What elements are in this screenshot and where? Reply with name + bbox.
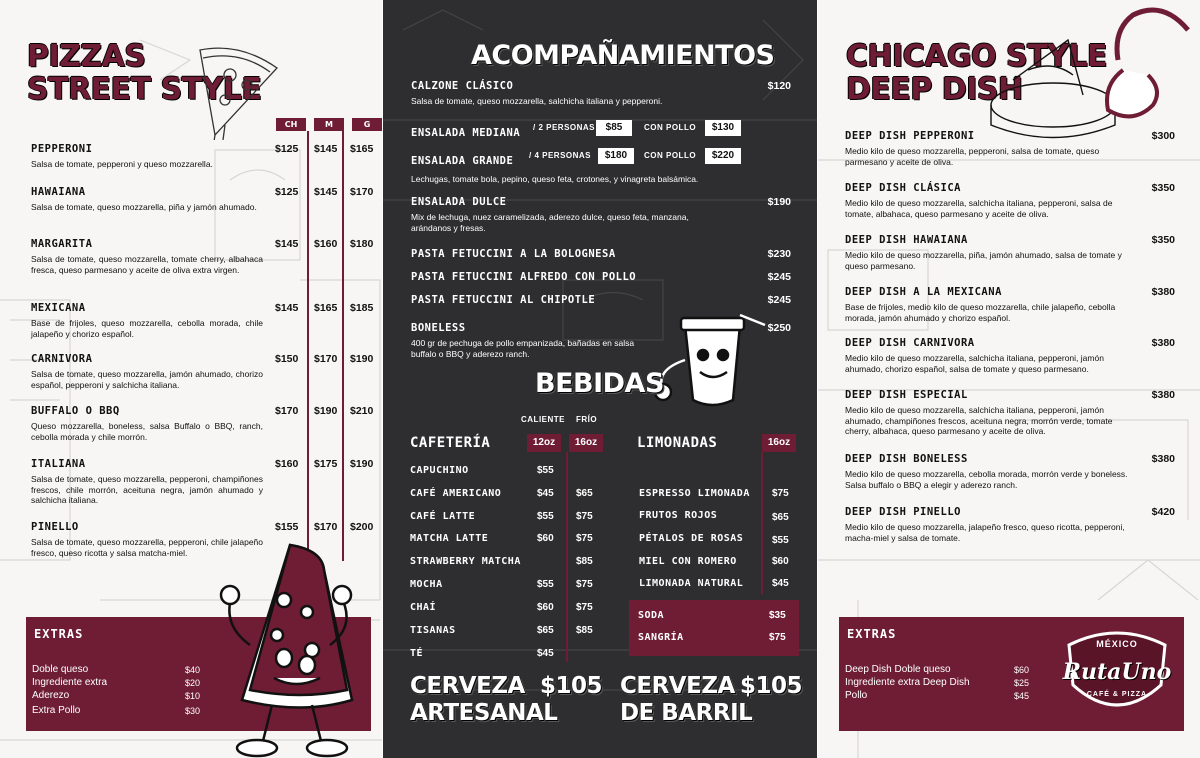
drink-price-hot: $55 <box>537 511 554 522</box>
pizza-item-pepperoni[interactable] <box>31 143 381 170</box>
drink-name: MOCHA <box>410 579 443 590</box>
beer-barril-line2: DE BARRIL <box>620 700 753 726</box>
extra-label: Aderezo <box>32 690 70 701</box>
pizza-mascot-icon <box>212 540 362 758</box>
drink-price-cold: $85 <box>576 556 593 567</box>
extra-price: $40 <box>185 665 201 675</box>
deepdish-extras-box <box>839 617 1184 731</box>
drink-price-cold: $75 <box>576 511 593 522</box>
deepdish-item-carnivora[interactable] <box>845 337 1175 374</box>
item-price: $350 <box>1151 234 1175 246</box>
item-name: DEEP DISH CARNIVORA <box>845 337 975 349</box>
deepdish-item-especial[interactable] <box>845 389 1175 437</box>
item-name: PINELLO <box>31 521 79 533</box>
deepdish-item-boneless[interactable] <box>845 453 1175 490</box>
item-desc: Medio kilo de queso mozzarella, salchicha italiana, pepperoni, jamón ahumado, chorizo español, salsa de tomate y queso parmesano. <box>845 353 1104 374</box>
pizza-item-hawaiana[interactable] <box>31 186 381 213</box>
item-name: HAWAIANA <box>31 186 86 198</box>
drink-name: CAPUCHINO <box>410 465 469 476</box>
size-12oz: 12oz <box>527 434 561 452</box>
item-name: ITALIANA <box>31 458 86 470</box>
item-desc: Base de frijoles, medio kilo de queso mozzarella, chile jalapeño, cebolla morada, jamón ahumado y chorizo español. <box>845 302 1116 323</box>
price-g: $170 <box>350 186 374 198</box>
price-g: $190 <box>350 458 374 470</box>
side-item-ensalada-dulce[interactable] <box>411 196 791 233</box>
soda-sangria-box <box>629 600 799 656</box>
pizza-item-mexicana[interactable] <box>31 302 381 339</box>
ensalada-desc-row <box>411 170 791 185</box>
price-ch: $125 <box>275 186 299 198</box>
price-g: $180 <box>350 238 374 250</box>
price-m: $145 <box>314 186 338 198</box>
lemonade-name: MIEL CON ROMERO <box>639 556 737 567</box>
price-ch: $150 <box>275 353 299 365</box>
side-item-calzone[interactable] <box>411 80 791 107</box>
item-desc: 400 gr de pechuga de pollo empanizada, bañadas en salsa buffalo o BBQ y aderezo ranch. <box>411 338 635 359</box>
side-item-pasta-chipotle[interactable] <box>411 294 791 306</box>
item-name: DEEP DISH HAWAIANA <box>845 234 968 246</box>
drink-name: TISANAS <box>410 625 456 636</box>
price-ch: $145 <box>275 302 299 314</box>
logo-script: RutaUno <box>1062 659 1172 685</box>
side-item-ensalada-grande[interactable] <box>411 149 791 167</box>
item-name: PASTA FETUCCINI ALFREDO CON POLLO <box>411 271 637 283</box>
sangria-name: SANGRÍA <box>638 632 684 643</box>
item-desc: Salsa de tomate, pepperoni y queso mozzarella. <box>31 159 213 169</box>
sides-drinks-panel <box>383 0 817 758</box>
extra-price: $10 <box>185 691 201 701</box>
extra-price: $60 <box>1014 665 1030 675</box>
price-g: $165 <box>350 143 374 155</box>
logo-tagline: CAFÉ & PIZZA <box>1086 691 1148 698</box>
beer-barril-price: $105 <box>740 673 803 699</box>
item-desc: Medio kilo de queso mozzarella, salchicha italiana, pepperoni, salsa de tomate, albahaca, queso parmesano y aceite de oliva. <box>845 198 1113 219</box>
item-name: DEEP DISH BONELESS <box>845 453 968 465</box>
item-name: DEEP DISH A LA MEXICANA <box>845 286 1002 298</box>
drink-price-hot: $65 <box>537 625 554 636</box>
item-price: $120 <box>767 80 791 92</box>
item-name: DEEP DISH CLÁSICA <box>845 182 961 194</box>
soda-name: SODA <box>638 610 665 621</box>
price-g: $210 <box>350 405 374 417</box>
item-desc: Base de frijoles, queso mozzarella, cebolla morada, chile jalapeño y chorizo español. <box>31 318 263 339</box>
lemonade-name: FRUTOS ROJOS <box>639 510 718 521</box>
pizza-item-buffalo[interactable] <box>31 405 381 442</box>
column-divider <box>566 452 568 662</box>
item-price: $380 <box>1151 337 1175 349</box>
frio-label: FRÍO <box>576 415 598 424</box>
limonadas-heading: LIMONADAS <box>637 435 718 451</box>
item-desc: Medio kilo de queso mozzarella, salchicha italiana, pepperoni, jamón ahumado, champiñones frescos, aceituna negra, morrón verde, tomate cherry, albahaca, queso parmesano y aceite de oliva. <box>845 405 1113 436</box>
lemonade-price: $55 <box>772 535 789 546</box>
pizza-item-italiana[interactable] <box>31 458 381 506</box>
lemonade-price: $65 <box>772 512 789 523</box>
pollo-label: CON POLLO <box>644 123 697 132</box>
limonadas-size: 16oz <box>762 434 796 452</box>
beer-artesanal-line2: ARTESANAL <box>410 700 558 726</box>
price-box: $180 <box>598 148 634 164</box>
item-desc: Medio kilo de queso mozzarella, jalapeño fresco, queso ricotta, pepperoni, macha-miel y salsa de tomate. <box>845 522 1125 543</box>
extra-label: Deep Dish Doble queso <box>845 664 951 675</box>
size-g: G <box>352 118 382 131</box>
item-price: $380 <box>1151 453 1175 465</box>
extra-label: Ingrediente extra Deep Dish <box>845 677 970 688</box>
price-g: $190 <box>350 353 374 365</box>
item-name: CALZONE CLÁSICO <box>411 80 514 92</box>
price-m: $170 <box>314 521 338 533</box>
drinks-title: BEBIDAS <box>535 368 664 399</box>
size-ch: CH <box>276 118 306 131</box>
item-price: $380 <box>1151 389 1175 401</box>
drink-name: CHAÍ <box>410 602 437 613</box>
price-box: $85 <box>596 120 632 136</box>
extra-label: Pollo <box>845 690 868 701</box>
item-desc: Mix de lechuga, nuez caramelizada, aderezo dulce, queso feta, manzana, arándanos y fresas. <box>411 212 689 233</box>
extra-label: Extra Pollo <box>32 705 81 716</box>
ensalada-desc: Lechugas, tomate bola, pepino, queso feta, crotones, y vinagreta balsámica. <box>411 174 699 184</box>
drink-name: CAFÉ LATTE <box>410 511 476 522</box>
deepdish-item-pepperoni[interactable] <box>845 130 1175 167</box>
deepdish-title-line1: CHICAGO STYLE <box>846 39 1107 74</box>
price-m: $175 <box>314 458 338 470</box>
item-desc: Salsa de tomate, queso mozzarella, piña y jamón ahumado. <box>31 202 257 212</box>
drink-price-cold: $75 <box>576 533 593 544</box>
item-name: BONELESS <box>411 322 466 334</box>
deepdish-item-clasica[interactable] <box>845 182 1175 219</box>
item-desc: Salsa de tomate, queso mozzarella, tomate cherry, albahaca fresca, queso parmesano y aceite de oliva extra virgen. <box>31 254 263 275</box>
size-header <box>276 118 382 131</box>
extras-title: EXTRAS <box>34 627 84 641</box>
size-16oz: 16oz <box>569 434 603 452</box>
price-ch: $125 <box>275 143 299 155</box>
item-price: $190 <box>767 196 791 208</box>
price-m: $145 <box>314 143 338 155</box>
beer-artesanal-line1: CERVEZA <box>410 673 525 699</box>
item-desc: Queso mozzarella, boneless, salsa Buffalo o BBQ, ranch, cebolla morada y chile morrón. <box>31 421 263 442</box>
sides-title: ACOMPAÑAMIENTOS <box>471 40 775 71</box>
drink-price-hot: $60 <box>537 602 554 613</box>
item-persons: / 2 PERSONAS <box>533 123 596 132</box>
drink-name: CAFÉ AMERICANO <box>410 488 502 499</box>
extras-title: EXTRAS <box>847 627 897 641</box>
item-price: $250 <box>767 322 791 334</box>
sangria-price: $75 <box>769 632 786 643</box>
drink-price-cold: $75 <box>576 602 593 613</box>
drink-name: TÉ <box>410 648 424 659</box>
item-name: ENSALADA GRANDE <box>411 155 514 167</box>
drink-price-cold: $75 <box>576 579 593 590</box>
pollo-label: CON POLLO <box>644 151 697 160</box>
extra-label: Ingrediente extra <box>32 677 108 688</box>
ruta-uno-logo <box>1061 625 1173 721</box>
item-name: ENSALADA MEDIANA <box>411 127 521 139</box>
drink-price-hot: $45 <box>537 648 554 659</box>
column-divider <box>761 452 763 594</box>
item-price: $380 <box>1151 286 1175 298</box>
extra-price: $45 <box>1014 691 1030 701</box>
size-m: M <box>314 118 344 131</box>
deep-dish-panel <box>818 0 1200 758</box>
beer-artesanal-price: $105 <box>540 673 603 699</box>
item-desc: Salsa de tomate, queso mozzarella, pepperoni, champiñones frescos, chile morrón, aceituna negra, jamón ahumado y salchicha italiana. <box>31 474 263 505</box>
item-name: MARGARITA <box>31 238 93 250</box>
drink-price-cold: $65 <box>576 488 593 499</box>
drink-price-hot: $55 <box>537 465 554 476</box>
caliente-label: CALIENTE <box>521 415 565 424</box>
side-item-pasta-bolognesa[interactable] <box>411 248 791 260</box>
drink-price-cold: $85 <box>576 625 593 636</box>
item-desc: Medio kilo de queso mozzarella, cebolla morada, morrón verde y boneless. Salsa buffalo o BBQ a elegir y aderezo ranch. <box>845 469 1128 490</box>
item-name: PASTA FETUCCINI A LA BOLOGNESA <box>411 248 616 260</box>
pizza-item-carnivora[interactable] <box>31 353 381 390</box>
lemonade-price: $45 <box>772 578 789 589</box>
item-desc: Salsa de tomate, queso mozzarella, jamón ahumado, chorizo español, pepperoni y salchicha italiana. <box>31 369 263 390</box>
item-name: ENSALADA DULCE <box>411 196 507 208</box>
price-ch: $160 <box>275 458 299 470</box>
pizza-item-margarita[interactable] <box>31 238 381 275</box>
extra-price: $20 <box>185 678 201 688</box>
beer-barril-line1: CERVEZA <box>620 673 735 699</box>
pollo-price-box: $130 <box>705 120 741 136</box>
item-desc: Medio kilo de queso mozzarella, pepperoni, salsa de tomate, queso parmesano y aceite de oliva. <box>845 146 1100 167</box>
side-item-pasta-alfredo[interactable] <box>411 271 791 283</box>
item-name: CARNIVORA <box>31 353 93 365</box>
deepdish-item-mexicana[interactable] <box>845 286 1175 323</box>
item-desc: Salsa de tomate, queso mozzarella, salchicha italiana y pepperoni. <box>411 96 663 106</box>
item-name: PEPPERONI <box>31 143 93 155</box>
item-name: DEEP DISH ESPECIAL <box>845 389 968 401</box>
pollo-price-box: $220 <box>705 148 741 164</box>
item-persons: / 4 PERSONAS <box>529 151 592 160</box>
drink-price-hot: $45 <box>537 488 554 499</box>
pizzas-panel <box>0 0 382 758</box>
logo-country: MÉXICO <box>1096 639 1138 649</box>
price-m: $170 <box>314 353 338 365</box>
extra-price: $25 <box>1014 678 1030 688</box>
price-m: $165 <box>314 302 338 314</box>
price-m: $160 <box>314 238 338 250</box>
item-price: $230 <box>767 248 791 260</box>
pizzas-title-line2: STREET STYLE <box>27 72 262 107</box>
pizzas-title-line1: PIZZAS <box>27 39 146 74</box>
item-name: DEEP DISH PINELLO <box>845 506 961 518</box>
price-ch: $170 <box>275 405 299 417</box>
lemonade-price: $60 <box>772 556 789 567</box>
item-name: MEXICANA <box>31 302 86 314</box>
extra-price: $30 <box>185 706 201 716</box>
item-price: $300 <box>1151 130 1175 142</box>
item-price: $350 <box>1151 182 1175 194</box>
price-g: $185 <box>350 302 374 314</box>
cafeteria-heading: CAFETERÍA <box>410 435 491 451</box>
item-price: $245 <box>767 294 791 306</box>
item-price: $420 <box>1151 506 1175 518</box>
pizza-slice-sketch-icon <box>185 40 285 140</box>
price-m: $190 <box>314 405 338 417</box>
side-item-ensalada-mediana[interactable] <box>411 121 791 139</box>
lemonade-price: $75 <box>772 488 789 499</box>
price-g: $200 <box>350 521 374 533</box>
item-desc: Medio kilo de queso mozzarella, piña, jamón ahumado, salsa de tomate y queso parmesano. <box>845 250 1122 271</box>
item-price: $245 <box>767 271 791 283</box>
item-name: BUFFALO O BBQ <box>31 405 120 417</box>
lemonade-name: LIMONADA NATURAL <box>639 578 744 589</box>
drink-price-hot: $60 <box>537 533 554 544</box>
price-ch: $145 <box>275 238 299 250</box>
deepdish-title-line2: DEEP DISH <box>846 72 1023 107</box>
extra-label: Doble queso <box>32 664 89 675</box>
item-desc: Salsa de tomate, queso mozzarella, pepperoni, chile jalapeño fresco, queso ricotta y salsa matcha-miel. <box>31 537 264 558</box>
item-name: DEEP DISH PEPPERONI <box>845 130 975 142</box>
drink-name: MATCHA LATTE <box>410 533 489 544</box>
price-ch: $155 <box>275 521 299 533</box>
drink-name: STRAWBERRY MATCHA <box>410 556 521 567</box>
lemonade-name: ESPRESSO LIMONADA <box>639 488 750 499</box>
soda-price: $35 <box>769 610 786 621</box>
lemonade-name: PÉTALOS DE ROSAS <box>639 533 744 544</box>
deep-dish-pizza-hand-icon <box>973 0 1200 150</box>
deepdish-item-hawaiana[interactable] <box>845 234 1175 271</box>
deepdish-item-pinello[interactable] <box>845 506 1175 543</box>
drink-price-hot: $55 <box>537 579 554 590</box>
item-name: PASTA FETUCCINI AL CHIPOTLE <box>411 294 596 306</box>
